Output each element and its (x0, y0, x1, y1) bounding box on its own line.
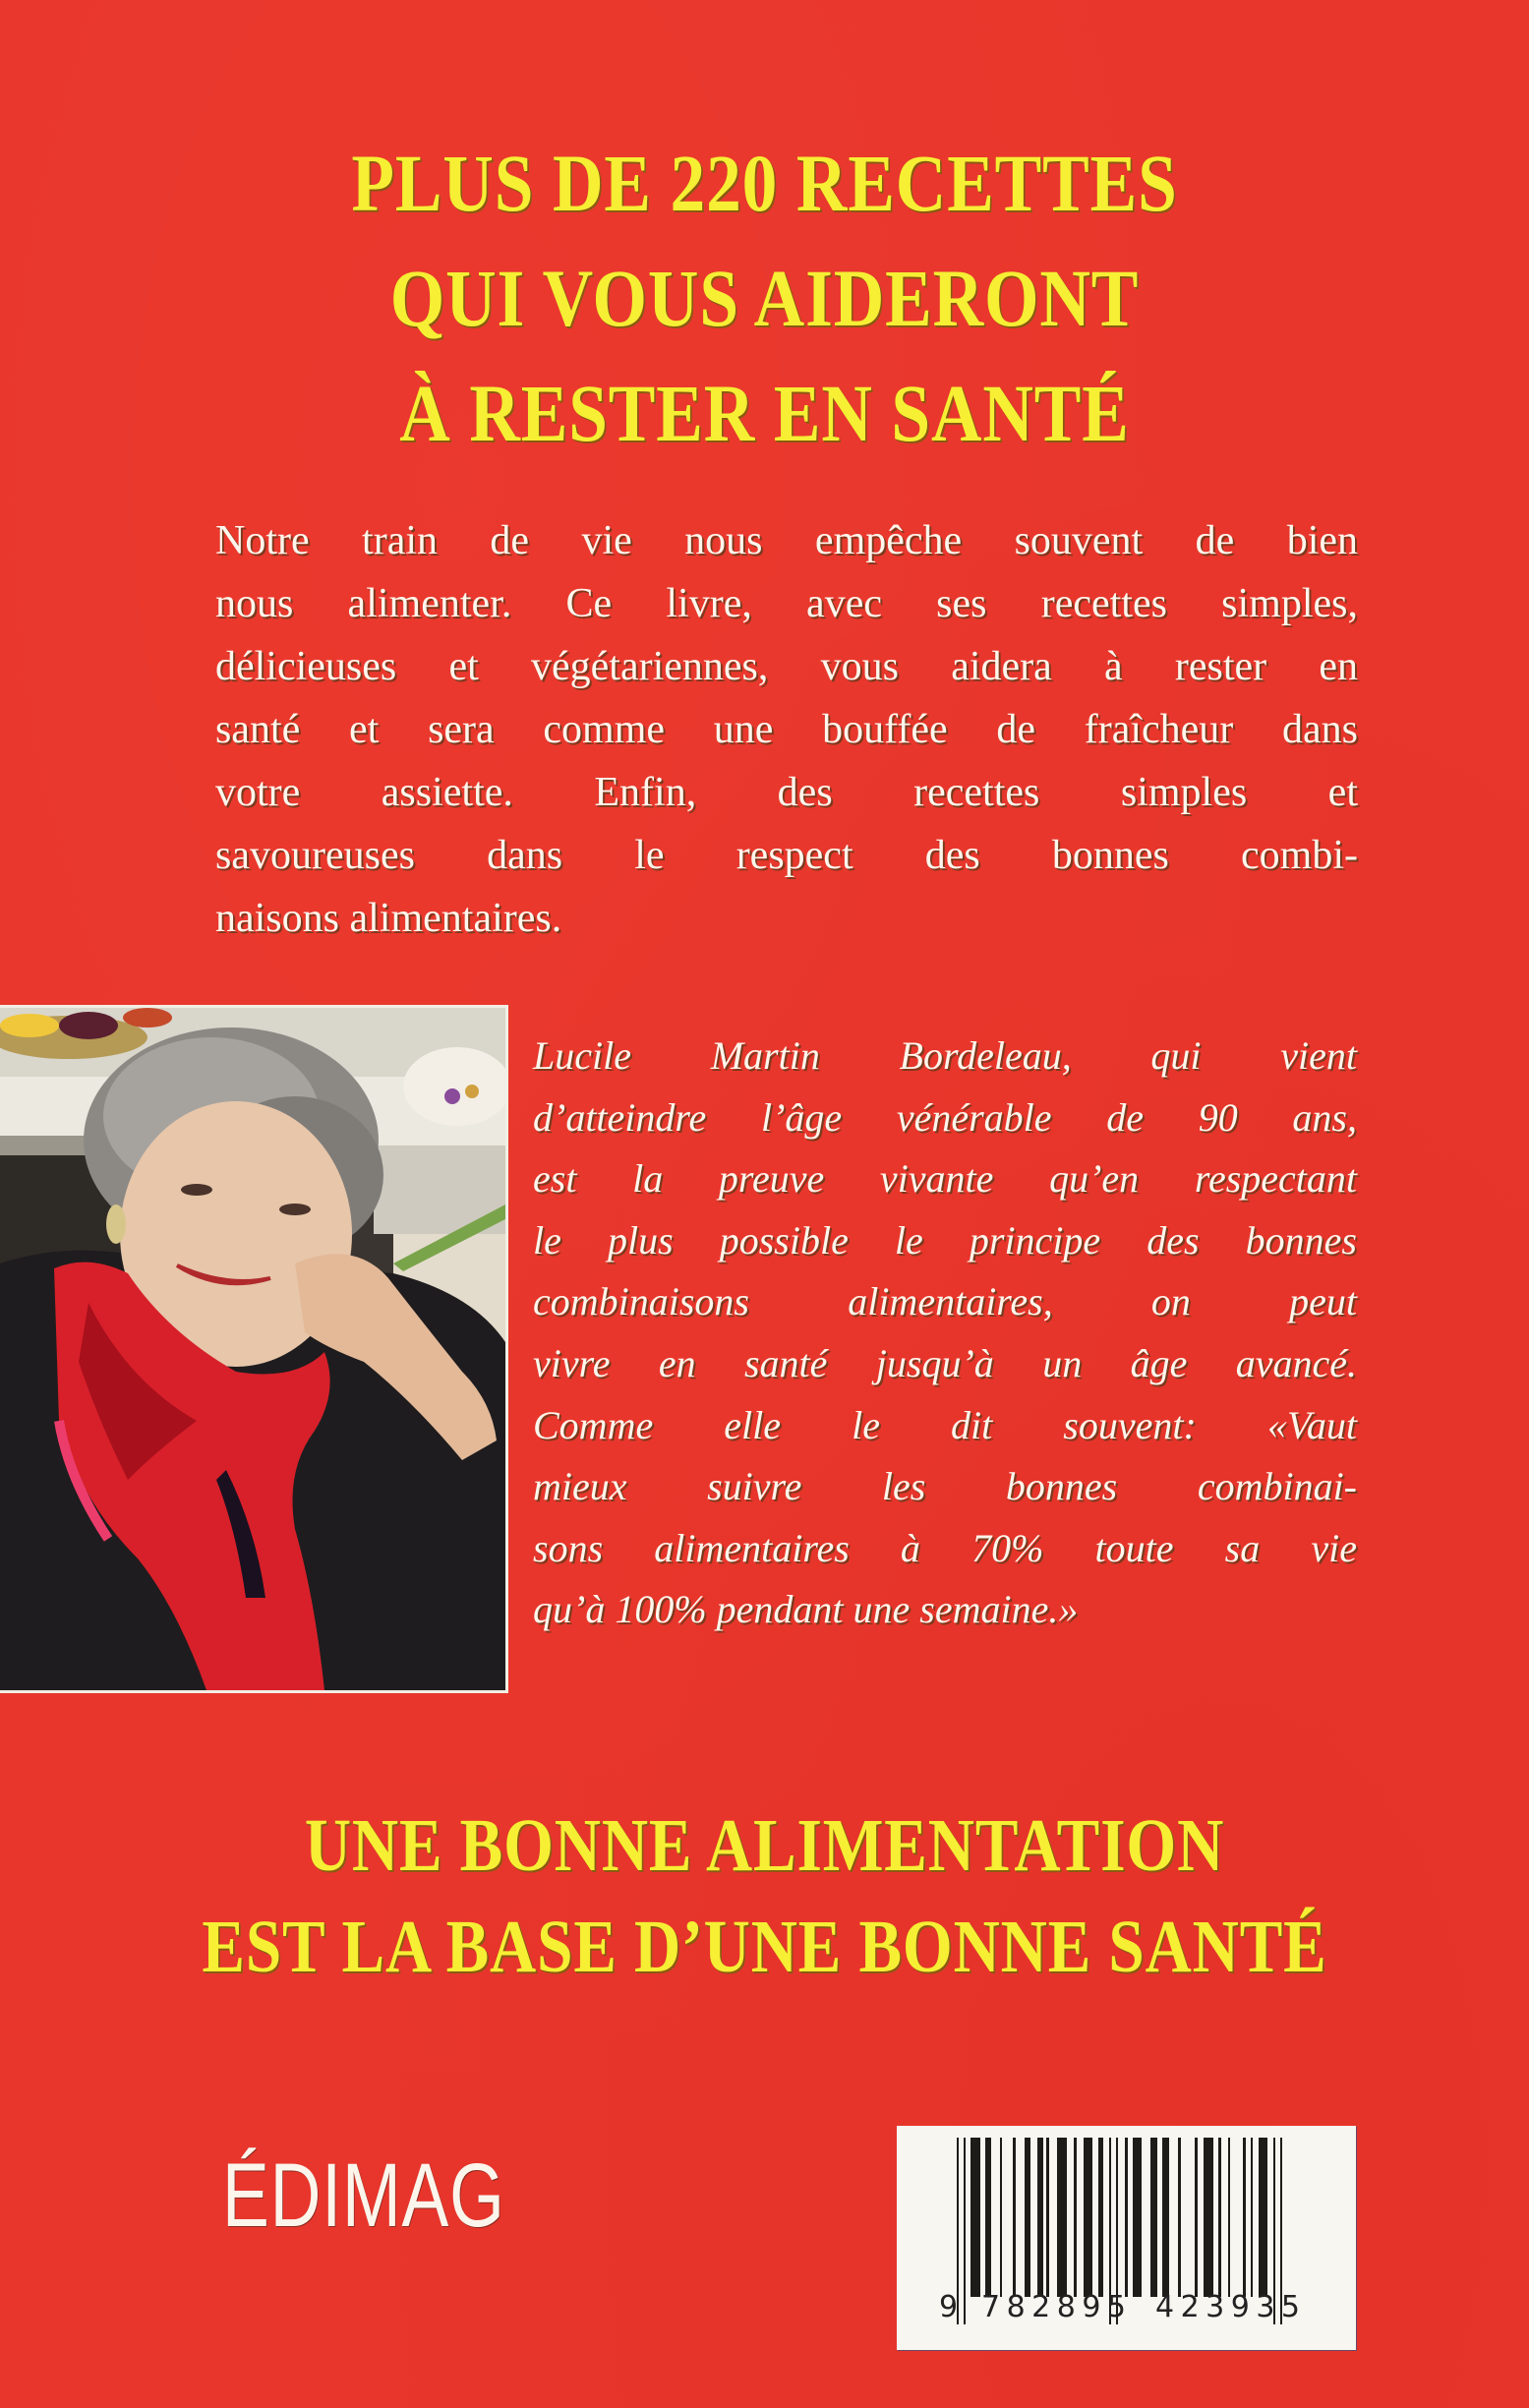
intro-line: votre assiette. Enfin, des recettes simples et (215, 770, 1358, 815)
top-headline-line: PLUS DE 220 RECETTES (351, 138, 1178, 228)
publisher-logo: ÉDIMAG (222, 2145, 505, 2246)
bio-line: le plus possible le principe des bonnes (533, 1217, 1357, 1263)
bio-line: d’atteindre l’âge vénérable de 90 ans, (533, 1094, 1357, 1140)
author-photo (0, 1005, 508, 1693)
bio-line: Lucile Martin Bordeleau, qui vient (533, 1033, 1357, 1078)
author-bio (533, 1026, 1357, 1641)
isbn-barcode (897, 2126, 1356, 2350)
intro-line: nous alimenter. Ce livre, avec ses recettes simples, (215, 581, 1358, 626)
top-headline-line: QUI VOUS AIDERONT (389, 253, 1140, 343)
bio-line: sons alimentaires à 70% toute sa vie (533, 1525, 1357, 1570)
intro-line: délicieuses et végétariennes, vous aidera à rester en (215, 644, 1358, 689)
author-portrait-icon (0, 1008, 505, 1690)
bio-line: vivre en santé jusqu’à un âge avancé. (533, 1340, 1357, 1385)
bottom-headline (0, 1795, 1529, 1998)
isbn-left-digits: 782895 (981, 2290, 1133, 2324)
top-headline-line: À RESTER EN SANTÉ (399, 368, 1130, 458)
bio-line: Comme elle le dit souvent: «Vaut (533, 1402, 1357, 1447)
isbn-number (897, 2126, 1356, 2350)
intro-line: santé et sera comme une bouffée de fraîcheur dans (215, 707, 1358, 752)
bio-line: qu’à 100% pendant une semaine.» (533, 1587, 1079, 1632)
isbn-first-digit: 9 (939, 2290, 959, 2324)
intro-line: Notre train de vie nous empêche souvent de bien (215, 518, 1358, 563)
isbn-right-digits: 423935 (1155, 2290, 1307, 2324)
bio-line: combinaisons alimentaires, on peut (533, 1279, 1357, 1324)
bio-line: est la preuve vivante qu’en respectant (533, 1156, 1357, 1202)
bottom-headline-line: EST LA BASE D’UNE BONNE SANTÉ (202, 1906, 1327, 1988)
intro-line: naisons alimentaires. (215, 896, 562, 941)
intro-line: savoureuses dans le respect des bonnes combi- (215, 833, 1358, 878)
top-headline (0, 126, 1529, 471)
bio-line: mieux suivre les bonnes combinai- (533, 1464, 1357, 1509)
intro-paragraph (215, 509, 1358, 950)
bottom-headline-line: UNE BONNE ALIMENTATION (304, 1804, 1225, 1887)
